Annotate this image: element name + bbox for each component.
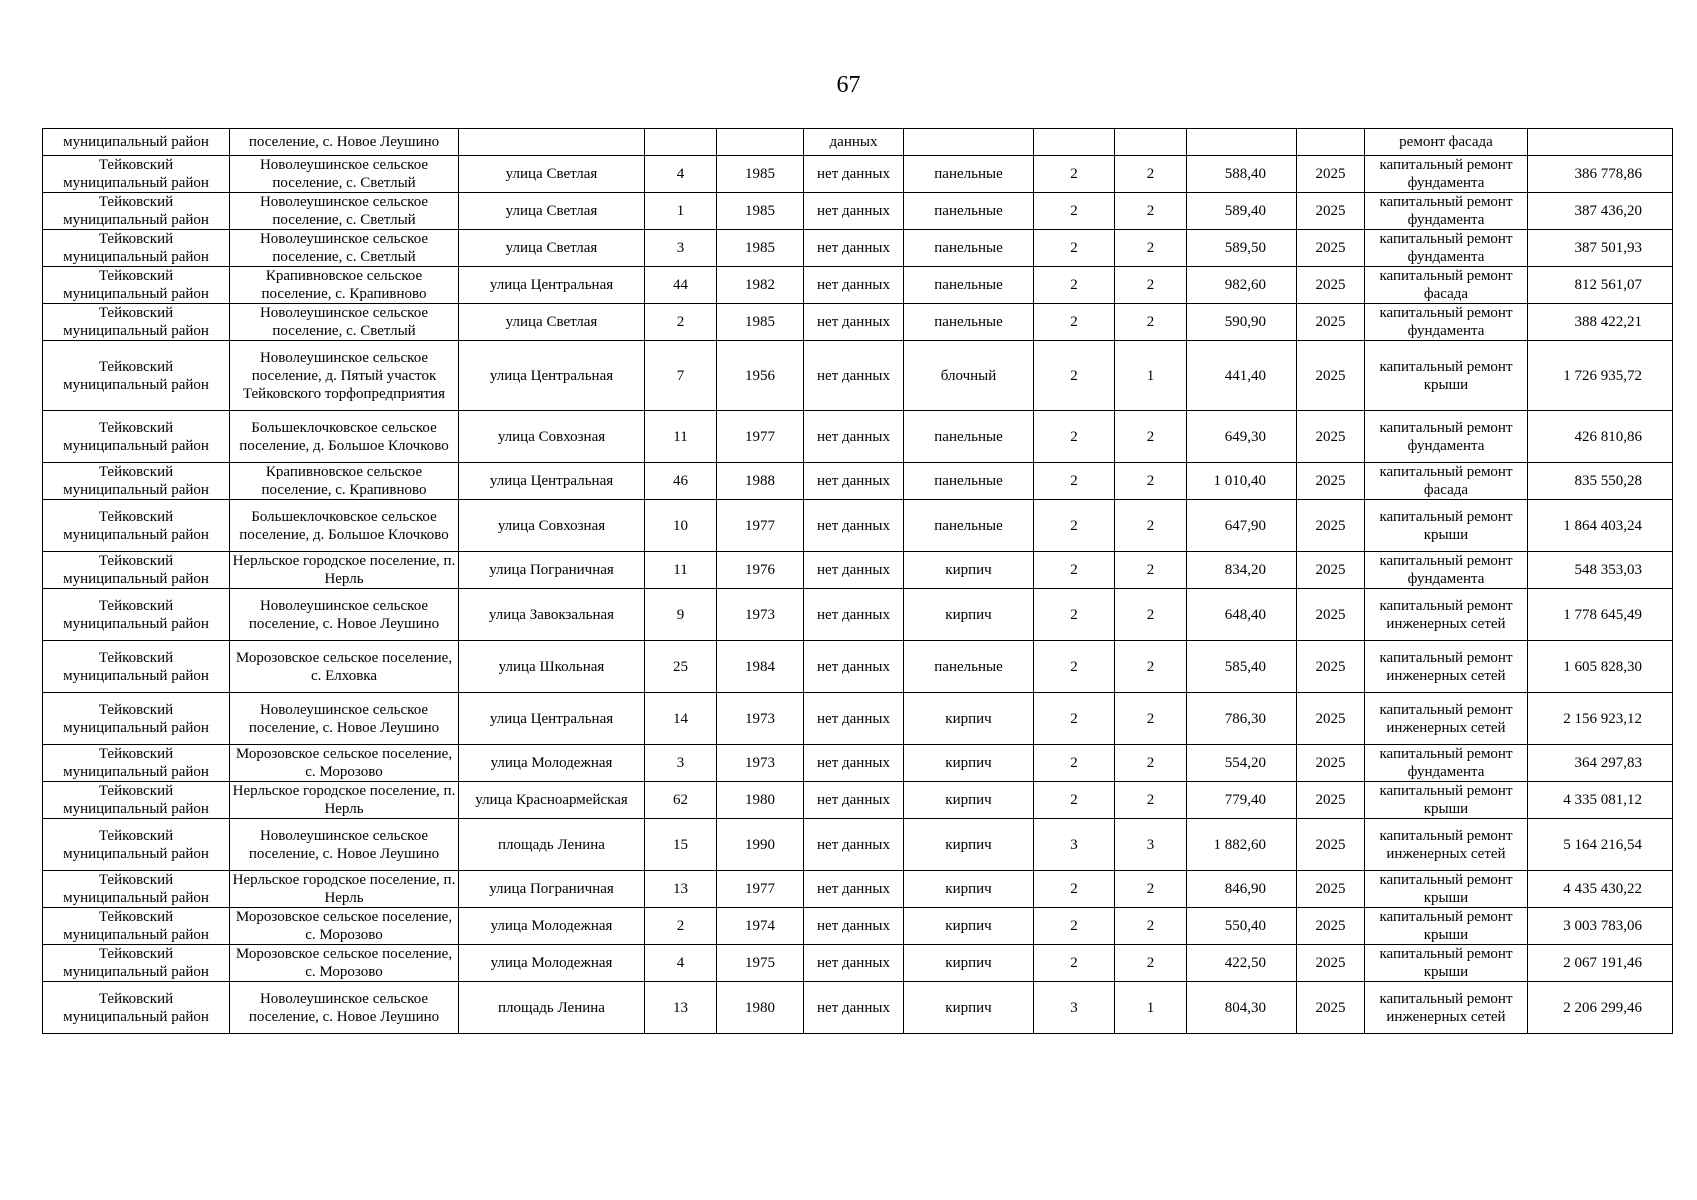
cell-plan-year: 2025 (1297, 500, 1365, 552)
cell-year-overhaul: нет данных (804, 230, 904, 267)
cell-area: 649,30 (1187, 411, 1297, 463)
cell-street: улица Молодежная (459, 908, 645, 945)
cell-cost: 364 297,83 (1528, 745, 1673, 782)
cell-district: Тейковский муниципальный район (43, 156, 230, 193)
cell-entrances: 2 (1115, 156, 1187, 193)
cell-year-overhaul: нет данных (804, 304, 904, 341)
cell-district: Тейковский муниципальный район (43, 267, 230, 304)
cell-area: 590,90 (1187, 304, 1297, 341)
cell-district: Тейковский муниципальный район (43, 982, 230, 1034)
cell-entrances: 2 (1115, 500, 1187, 552)
cell-year-built: 1985 (717, 304, 804, 341)
housing-registry-table (42, 128, 1673, 1034)
cell-cost: 386 778,86 (1528, 156, 1673, 193)
cell-plan-year: 2025 (1297, 230, 1365, 267)
cell-district: Тейковский муниципальный район (43, 693, 230, 745)
table-row (43, 982, 1673, 1034)
cell-house: 44 (645, 267, 717, 304)
cell-street: улица Центральная (459, 267, 645, 304)
cell-year-built: 1985 (717, 230, 804, 267)
cell-cost: 2 067 191,46 (1528, 945, 1673, 982)
cell-work-type: капитальный ремонт фундамента (1365, 156, 1528, 193)
cell-cost: 4 435 430,22 (1528, 871, 1673, 908)
cell-plan-year: 2025 (1297, 693, 1365, 745)
cell-wall-material: панельные (904, 156, 1034, 193)
cell-wall-material: панельные (904, 267, 1034, 304)
cell-settlement: Новолеушинское сельское поселение, с. Светлый (230, 156, 459, 193)
cell-work-type: капитальный ремонт инженерных сетей (1365, 982, 1528, 1034)
cell-district: Тейковский муниципальный район (43, 589, 230, 641)
cell-district: Тейковский муниципальный район (43, 341, 230, 411)
cell-wall-material: панельные (904, 411, 1034, 463)
cell-year-built: 1988 (717, 463, 804, 500)
cell-cost: 5 164 216,54 (1528, 819, 1673, 871)
cell-street: улица Завокзальная (459, 589, 645, 641)
cell-floors: 2 (1034, 463, 1115, 500)
cell-settlement: поселение, с. Новое Леушино (230, 129, 459, 156)
cell-year-built: 1982 (717, 267, 804, 304)
cell-entrances: 2 (1115, 745, 1187, 782)
table-row (43, 908, 1673, 945)
cell-entrances (1115, 129, 1187, 156)
cell-district: Тейковский муниципальный район (43, 304, 230, 341)
cell-entrances: 2 (1115, 267, 1187, 304)
cell-plan-year: 2025 (1297, 411, 1365, 463)
cell-work-type: капитальный ремонт фундамента (1365, 304, 1528, 341)
cell-year-built: 1973 (717, 693, 804, 745)
cell-district: Тейковский муниципальный район (43, 782, 230, 819)
cell-house: 4 (645, 945, 717, 982)
table-row (43, 871, 1673, 908)
cell-wall-material: панельные (904, 500, 1034, 552)
cell-year-overhaul: нет данных (804, 782, 904, 819)
cell-wall-material (904, 129, 1034, 156)
cell-wall-material: кирпич (904, 819, 1034, 871)
cell-cost: 1 605 828,30 (1528, 641, 1673, 693)
cell-cost: 1 864 403,24 (1528, 500, 1673, 552)
cell-floors: 2 (1034, 341, 1115, 411)
cell-entrances: 1 (1115, 982, 1187, 1034)
cell-floors: 2 (1034, 193, 1115, 230)
cell-year-overhaul: нет данных (804, 693, 904, 745)
table-row (43, 230, 1673, 267)
cell-settlement: Морозовское сельское поселение, с. Морозово (230, 908, 459, 945)
cell-plan-year: 2025 (1297, 193, 1365, 230)
table-row (43, 129, 1673, 156)
cell-year-overhaul: нет данных (804, 193, 904, 230)
cell-plan-year: 2025 (1297, 641, 1365, 693)
cell-year-built: 1974 (717, 908, 804, 945)
cell-settlement: Новолеушинское сельское поселение, с. Новое Леушино (230, 693, 459, 745)
cell-year-built: 1985 (717, 156, 804, 193)
cell-work-type: капитальный ремонт крыши (1365, 341, 1528, 411)
table-row (43, 463, 1673, 500)
cell-wall-material: кирпич (904, 782, 1034, 819)
table-row (43, 693, 1673, 745)
cell-street: площадь Ленина (459, 819, 645, 871)
table-row (43, 552, 1673, 589)
cell-district: Тейковский муниципальный район (43, 871, 230, 908)
cell-plan-year: 2025 (1297, 908, 1365, 945)
cell-entrances: 2 (1115, 782, 1187, 819)
cell-year-built (717, 129, 804, 156)
cell-year-built: 1976 (717, 552, 804, 589)
cell-entrances: 3 (1115, 819, 1187, 871)
cell-year-overhaul: нет данных (804, 982, 904, 1034)
cell-floors: 2 (1034, 156, 1115, 193)
cell-plan-year: 2025 (1297, 589, 1365, 641)
cell-settlement: Новолеушинское сельское поселение, д. Пятый участок Тейковского торфопредприятия (230, 341, 459, 411)
cell-wall-material: кирпич (904, 908, 1034, 945)
cell-street: площадь Ленина (459, 982, 645, 1034)
cell-cost: 4 335 081,12 (1528, 782, 1673, 819)
cell-plan-year: 2025 (1297, 782, 1365, 819)
cell-floors: 3 (1034, 982, 1115, 1034)
cell-street: улица Школьная (459, 641, 645, 693)
cell-year-overhaul: нет данных (804, 945, 904, 982)
cell-settlement: Нерльское городское поселение, п. Нерль (230, 782, 459, 819)
cell-year-overhaul: нет данных (804, 500, 904, 552)
cell-area: 589,40 (1187, 193, 1297, 230)
cell-cost: 548 353,03 (1528, 552, 1673, 589)
cell-district: Тейковский муниципальный район (43, 552, 230, 589)
cell-work-type: капитальный ремонт крыши (1365, 871, 1528, 908)
cell-settlement: Новолеушинское сельское поселение, с. Светлый (230, 230, 459, 267)
cell-floors: 2 (1034, 908, 1115, 945)
cell-plan-year: 2025 (1297, 745, 1365, 782)
cell-entrances: 2 (1115, 908, 1187, 945)
cell-house: 2 (645, 908, 717, 945)
cell-wall-material: панельные (904, 304, 1034, 341)
cell-house: 4 (645, 156, 717, 193)
cell-cost: 426 810,86 (1528, 411, 1673, 463)
cell-work-type: капитальный ремонт фундамента (1365, 230, 1528, 267)
cell-year-built: 1973 (717, 745, 804, 782)
cell-area: 422,50 (1187, 945, 1297, 982)
cell-area: 834,20 (1187, 552, 1297, 589)
cell-house: 25 (645, 641, 717, 693)
cell-entrances: 2 (1115, 945, 1187, 982)
table-row (43, 641, 1673, 693)
cell-wall-material: кирпич (904, 871, 1034, 908)
cell-year-overhaul: нет данных (804, 745, 904, 782)
cell-settlement: Морозовское сельское поселение, с. Морозово (230, 745, 459, 782)
cell-area: 554,20 (1187, 745, 1297, 782)
cell-house: 7 (645, 341, 717, 411)
cell-year-built: 1977 (717, 871, 804, 908)
table-row (43, 304, 1673, 341)
cell-floors: 2 (1034, 945, 1115, 982)
cell-settlement: Новолеушинское сельское поселение, с. Новое Леушино (230, 589, 459, 641)
cell-year-built: 1956 (717, 341, 804, 411)
cell-year-overhaul: нет данных (804, 156, 904, 193)
cell-area: 982,60 (1187, 267, 1297, 304)
cell-year-built: 1980 (717, 782, 804, 819)
cell-cost (1528, 129, 1673, 156)
cell-work-type: капитальный ремонт фасада (1365, 267, 1528, 304)
cell-floors: 2 (1034, 500, 1115, 552)
cell-year-built: 1985 (717, 193, 804, 230)
cell-district: Тейковский муниципальный район (43, 641, 230, 693)
cell-house: 1 (645, 193, 717, 230)
cell-plan-year: 2025 (1297, 341, 1365, 411)
table-row (43, 745, 1673, 782)
cell-wall-material: кирпич (904, 745, 1034, 782)
table-row (43, 500, 1673, 552)
cell-year-overhaul: нет данных (804, 463, 904, 500)
cell-house (645, 129, 717, 156)
cell-wall-material: панельные (904, 193, 1034, 230)
cell-area: 589,50 (1187, 230, 1297, 267)
cell-floors: 2 (1034, 411, 1115, 463)
cell-floors: 2 (1034, 267, 1115, 304)
cell-district: Тейковский муниципальный район (43, 945, 230, 982)
cell-wall-material: кирпич (904, 945, 1034, 982)
cell-plan-year (1297, 129, 1365, 156)
cell-settlement: Большеклочковское сельское поселение, д. Большое Клочково (230, 411, 459, 463)
cell-cost: 1 726 935,72 (1528, 341, 1673, 411)
cell-floors: 2 (1034, 589, 1115, 641)
cell-street: улица Молодежная (459, 745, 645, 782)
cell-street: улица Светлая (459, 193, 645, 230)
cell-house: 9 (645, 589, 717, 641)
cell-work-type: капитальный ремонт крыши (1365, 908, 1528, 945)
cell-floors: 2 (1034, 641, 1115, 693)
cell-settlement: Нерльское городское поселение, п. Нерль (230, 871, 459, 908)
cell-house: 62 (645, 782, 717, 819)
cell-floors (1034, 129, 1115, 156)
cell-settlement: Новолеушинское сельское поселение, с. Светлый (230, 304, 459, 341)
cell-work-type: капитальный ремонт инженерных сетей (1365, 589, 1528, 641)
cell-work-type: капитальный ремонт инженерных сетей (1365, 641, 1528, 693)
cell-street: улица Светлая (459, 230, 645, 267)
cell-house: 10 (645, 500, 717, 552)
cell-work-type: капитальный ремонт фундамента (1365, 193, 1528, 230)
cell-work-type: ремонт фасада (1365, 129, 1528, 156)
cell-area: 779,40 (1187, 782, 1297, 819)
cell-entrances: 1 (1115, 341, 1187, 411)
table-row (43, 193, 1673, 230)
cell-wall-material: панельные (904, 641, 1034, 693)
cell-floors: 2 (1034, 693, 1115, 745)
cell-area: 441,40 (1187, 341, 1297, 411)
cell-settlement: Большеклочковское сельское поселение, д. Большое Клочково (230, 500, 459, 552)
cell-settlement: Крапивновское сельское поселение, с. Крапивново (230, 267, 459, 304)
cell-settlement: Новолеушинское сельское поселение, с. Новое Леушино (230, 819, 459, 871)
cell-plan-year: 2025 (1297, 156, 1365, 193)
cell-work-type: капитальный ремонт крыши (1365, 500, 1528, 552)
cell-year-built: 1984 (717, 641, 804, 693)
cell-street: улица Совхозная (459, 411, 645, 463)
cell-cost: 1 778 645,49 (1528, 589, 1673, 641)
cell-wall-material: блочный (904, 341, 1034, 411)
cell-floors: 2 (1034, 782, 1115, 819)
cell-district: Тейковский муниципальный район (43, 463, 230, 500)
cell-cost: 812 561,07 (1528, 267, 1673, 304)
cell-year-built: 1975 (717, 945, 804, 982)
cell-cost: 387 501,93 (1528, 230, 1673, 267)
cell-cost: 387 436,20 (1528, 193, 1673, 230)
cell-area: 647,90 (1187, 500, 1297, 552)
cell-district: Тейковский муниципальный район (43, 908, 230, 945)
cell-work-type: капитальный ремонт фундамента (1365, 411, 1528, 463)
cell-district: Тейковский муниципальный район (43, 230, 230, 267)
cell-work-type: капитальный ремонт фундамента (1365, 552, 1528, 589)
cell-entrances: 2 (1115, 589, 1187, 641)
table-row (43, 156, 1673, 193)
cell-settlement: Морозовское сельское поселение, с. Морозово (230, 945, 459, 982)
cell-area: 804,30 (1187, 982, 1297, 1034)
cell-district: муниципальный район (43, 129, 230, 156)
cell-area: 1 882,60 (1187, 819, 1297, 871)
cell-area: 648,40 (1187, 589, 1297, 641)
cell-cost: 2 206 299,46 (1528, 982, 1673, 1034)
cell-district: Тейковский муниципальный район (43, 819, 230, 871)
cell-plan-year: 2025 (1297, 982, 1365, 1034)
cell-house: 2 (645, 304, 717, 341)
page-number: 67 (836, 72, 861, 98)
cell-house: 3 (645, 745, 717, 782)
cell-wall-material: кирпич (904, 693, 1034, 745)
cell-wall-material: кирпич (904, 589, 1034, 641)
cell-street: улица Красноармейская (459, 782, 645, 819)
cell-house: 11 (645, 552, 717, 589)
cell-district: Тейковский муниципальный район (43, 500, 230, 552)
cell-entrances: 2 (1115, 193, 1187, 230)
cell-year-built: 1977 (717, 411, 804, 463)
cell-year-overhaul: нет данных (804, 819, 904, 871)
cell-year-overhaul: нет данных (804, 908, 904, 945)
cell-year-overhaul: нет данных (804, 411, 904, 463)
cell-house: 15 (645, 819, 717, 871)
cell-street: улица Светлая (459, 156, 645, 193)
cell-street: улица Пограничная (459, 871, 645, 908)
table-row (43, 782, 1673, 819)
cell-wall-material: панельные (904, 230, 1034, 267)
cell-floors: 2 (1034, 745, 1115, 782)
cell-entrances: 2 (1115, 230, 1187, 267)
cell-year-overhaul: нет данных (804, 641, 904, 693)
cell-entrances: 2 (1115, 411, 1187, 463)
cell-wall-material: кирпич (904, 552, 1034, 589)
table-body (43, 129, 1673, 1034)
cell-area: 550,40 (1187, 908, 1297, 945)
cell-settlement: Морозовское сельское поселение, с. Елховка (230, 641, 459, 693)
cell-year-overhaul: данных (804, 129, 904, 156)
cell-entrances: 2 (1115, 304, 1187, 341)
cell-wall-material: кирпич (904, 982, 1034, 1034)
cell-house: 46 (645, 463, 717, 500)
cell-entrances: 2 (1115, 641, 1187, 693)
cell-work-type: капитальный ремонт фасада (1365, 463, 1528, 500)
cell-area: 846,90 (1187, 871, 1297, 908)
cell-floors: 2 (1034, 871, 1115, 908)
cell-year-built: 1977 (717, 500, 804, 552)
cell-street: улица Совхозная (459, 500, 645, 552)
cell-plan-year: 2025 (1297, 819, 1365, 871)
cell-street: улица Светлая (459, 304, 645, 341)
cell-work-type: капитальный ремонт фундамента (1365, 745, 1528, 782)
cell-entrances: 2 (1115, 871, 1187, 908)
cell-street: улица Центральная (459, 341, 645, 411)
cell-house: 13 (645, 982, 717, 1034)
cell-plan-year: 2025 (1297, 304, 1365, 341)
cell-year-built: 1973 (717, 589, 804, 641)
cell-house: 13 (645, 871, 717, 908)
cell-plan-year: 2025 (1297, 945, 1365, 982)
cell-year-built: 1980 (717, 982, 804, 1034)
cell-cost: 388 422,21 (1528, 304, 1673, 341)
cell-area: 585,40 (1187, 641, 1297, 693)
cell-work-type: капитальный ремонт инженерных сетей (1365, 819, 1528, 871)
cell-street: улица Пограничная (459, 552, 645, 589)
cell-settlement: Новолеушинское сельское поселение, с. Новое Леушино (230, 982, 459, 1034)
table-row (43, 411, 1673, 463)
cell-street: улица Центральная (459, 693, 645, 745)
cell-street (459, 129, 645, 156)
cell-plan-year: 2025 (1297, 552, 1365, 589)
cell-area: 1 010,40 (1187, 463, 1297, 500)
cell-settlement: Нерльское городское поселение, п. Нерль (230, 552, 459, 589)
cell-year-overhaul: нет данных (804, 267, 904, 304)
table-row (43, 267, 1673, 304)
cell-house: 3 (645, 230, 717, 267)
cell-entrances: 2 (1115, 693, 1187, 745)
cell-cost: 2 156 923,12 (1528, 693, 1673, 745)
cell-entrances: 2 (1115, 552, 1187, 589)
cell-work-type: капитальный ремонт крыши (1365, 782, 1528, 819)
cell-area: 786,30 (1187, 693, 1297, 745)
cell-work-type: капитальный ремонт крыши (1365, 945, 1528, 982)
cell-house: 11 (645, 411, 717, 463)
cell-street: улица Молодежная (459, 945, 645, 982)
cell-floors: 2 (1034, 304, 1115, 341)
cell-floors: 2 (1034, 230, 1115, 267)
cell-district: Тейковский муниципальный район (43, 193, 230, 230)
cell-plan-year: 2025 (1297, 871, 1365, 908)
cell-settlement: Крапивновское сельское поселение, с. Крапивново (230, 463, 459, 500)
table-row (43, 945, 1673, 982)
cell-settlement: Новолеушинское сельское поселение, с. Светлый (230, 193, 459, 230)
cell-district: Тейковский муниципальный район (43, 411, 230, 463)
table-row (43, 819, 1673, 871)
cell-wall-material: панельные (904, 463, 1034, 500)
cell-year-built: 1990 (717, 819, 804, 871)
cell-year-overhaul: нет данных (804, 341, 904, 411)
cell-entrances: 2 (1115, 463, 1187, 500)
table-row (43, 341, 1673, 411)
cell-district: Тейковский муниципальный район (43, 745, 230, 782)
cell-year-overhaul: нет данных (804, 552, 904, 589)
cell-cost: 835 550,28 (1528, 463, 1673, 500)
cell-year-overhaul: нет данных (804, 871, 904, 908)
cell-work-type: капитальный ремонт инженерных сетей (1365, 693, 1528, 745)
table-row (43, 589, 1673, 641)
cell-floors: 3 (1034, 819, 1115, 871)
cell-house: 14 (645, 693, 717, 745)
cell-area (1187, 129, 1297, 156)
cell-plan-year: 2025 (1297, 463, 1365, 500)
cell-area: 588,40 (1187, 156, 1297, 193)
cell-cost: 3 003 783,06 (1528, 908, 1673, 945)
cell-street: улица Центральная (459, 463, 645, 500)
cell-year-overhaul: нет данных (804, 589, 904, 641)
cell-plan-year: 2025 (1297, 267, 1365, 304)
cell-floors: 2 (1034, 552, 1115, 589)
